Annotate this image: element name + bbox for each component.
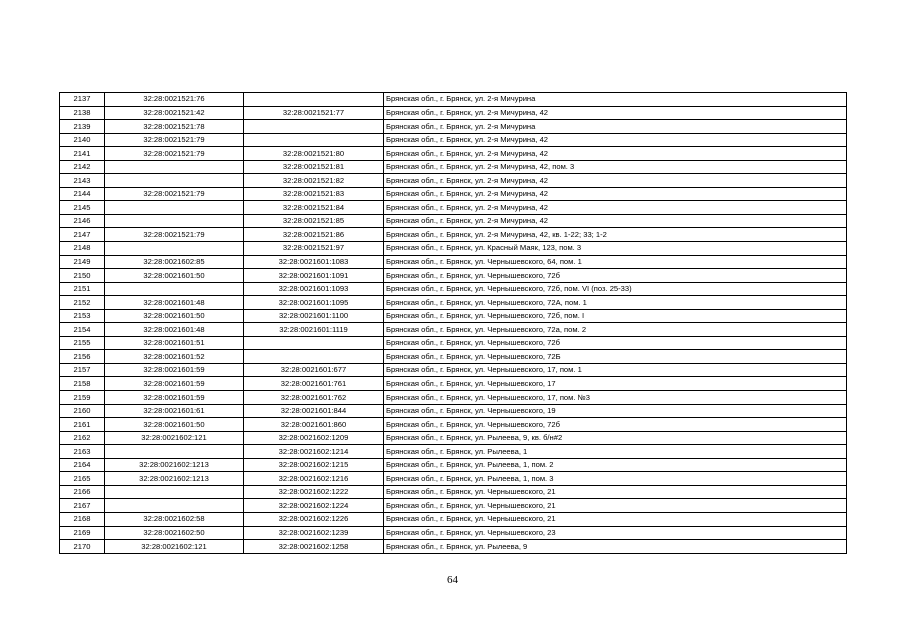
cadastral-number-cell: 32:28:0021521:83 <box>244 187 384 201</box>
address-cell: Брянская обл., г. Брянск, ул. 2-я Мичурина, 42 <box>384 133 847 147</box>
address-cell: Брянская обл., г. Брянск, ул. Чернышевского, 72А, пом. 1 <box>384 296 847 310</box>
cadastral-number-cell: 32:28:0021521:97 <box>244 242 384 256</box>
parent-cadastral-number-cell: 32:28:0021601:48 <box>105 323 244 337</box>
parent-cadastral-number-cell <box>105 242 244 256</box>
address-cell: Брянская обл., г. Брянск, ул. Чернышевского, 21 <box>384 512 847 526</box>
address-cell: Брянская обл., г. Брянск, ул. Чернышевского, 72б <box>384 418 847 432</box>
row-number-cell: 2140 <box>60 133 105 147</box>
table-row <box>60 133 847 147</box>
parent-cadastral-number-cell: 32:28:0021521:79 <box>105 228 244 242</box>
page-number: 64 <box>447 574 458 586</box>
table-row <box>60 445 847 459</box>
row-number-cell: 2166 <box>60 485 105 499</box>
cadastral-number-cell: 32:28:0021601:1093 <box>244 282 384 296</box>
table-row <box>60 391 847 405</box>
table-row <box>60 323 847 337</box>
row-number-cell: 2167 <box>60 499 105 513</box>
parent-cadastral-number-cell: 32:28:0021602:85 <box>105 255 244 269</box>
row-number-cell: 2158 <box>60 377 105 391</box>
table-row <box>60 201 847 215</box>
parent-cadastral-number-cell: 32:28:0021601:51 <box>105 336 244 350</box>
table-body <box>60 93 847 554</box>
table-row <box>60 296 847 310</box>
table-row <box>60 160 847 174</box>
table-row <box>60 255 847 269</box>
parent-cadastral-number-cell: 32:28:0021601:50 <box>105 309 244 323</box>
cadastral-number-cell: 32:28:0021601:1095 <box>244 296 384 310</box>
row-number-cell: 2142 <box>60 160 105 174</box>
row-number-cell: 2144 <box>60 187 105 201</box>
cadastral-number-cell: 32:28:0021521:85 <box>244 214 384 228</box>
cadastral-number-cell: 32:28:0021601:762 <box>244 391 384 405</box>
row-number-cell: 2160 <box>60 404 105 418</box>
table-row <box>60 93 847 107</box>
table-row <box>60 526 847 540</box>
cadastral-number-cell: 32:28:0021521:81 <box>244 160 384 174</box>
parent-cadastral-number-cell: 32:28:0021521:79 <box>105 187 244 201</box>
parent-cadastral-number-cell: 32:28:0021521:76 <box>105 93 244 107</box>
table-row <box>60 214 847 228</box>
table-row <box>60 363 847 377</box>
cadastral-number-cell: 32:28:0021602:1216 <box>244 472 384 486</box>
cadastral-number-cell: 32:28:0021601:1119 <box>244 323 384 337</box>
row-number-cell: 2150 <box>60 269 105 283</box>
address-cell: Брянская обл., г. Брянск, ул. 2-я Мичурина, 42 <box>384 147 847 161</box>
table-row <box>60 187 847 201</box>
parent-cadastral-number-cell: 32:28:0021602:121 <box>105 540 244 554</box>
parent-cadastral-number-cell: 32:28:0021601:50 <box>105 269 244 283</box>
row-number-cell: 2143 <box>60 174 105 188</box>
parent-cadastral-number-cell <box>105 282 244 296</box>
address-cell: Брянская обл., г. Брянск, ул. 2-я Мичурина, 42 <box>384 214 847 228</box>
cadastral-number-cell: 32:28:0021601:761 <box>244 377 384 391</box>
cadastral-number-cell: 32:28:0021602:1239 <box>244 526 384 540</box>
row-number-cell: 2163 <box>60 445 105 459</box>
address-cell: Брянская обл., г. Брянск, ул. Чернышевского, 17 <box>384 377 847 391</box>
table-row <box>60 472 847 486</box>
row-number-cell: 2146 <box>60 214 105 228</box>
cadastral-number-cell <box>244 350 384 364</box>
parent-cadastral-number-cell: 32:28:0021602:121 <box>105 431 244 445</box>
address-cell: Брянская обл., г. Брянск, ул. 2-я Мичурина, 42, кв. 1-22; 33; 1-2 <box>384 228 847 242</box>
table-row <box>60 147 847 161</box>
parent-cadastral-number-cell: 32:28:0021601:52 <box>105 350 244 364</box>
parent-cadastral-number-cell <box>105 201 244 215</box>
table-row <box>60 540 847 554</box>
parent-cadastral-number-cell <box>105 214 244 228</box>
cadastral-number-cell: 32:28:0021601:1091 <box>244 269 384 283</box>
table-row <box>60 431 847 445</box>
table-row <box>60 282 847 296</box>
row-number-cell: 2155 <box>60 336 105 350</box>
row-number-cell: 2154 <box>60 323 105 337</box>
cadastral-number-cell: 32:28:0021601:1100 <box>244 309 384 323</box>
address-cell: Брянская обл., г. Брянск, ул. Чернышевского, 17, пом. №3 <box>384 391 847 405</box>
cadastral-number-cell: 32:28:0021601:860 <box>244 418 384 432</box>
table-row <box>60 499 847 513</box>
table-row <box>60 309 847 323</box>
address-cell: Брянская обл., г. Брянск, ул. Рылеева, 1, пом. 3 <box>384 472 847 486</box>
parent-cadastral-number-cell: 32:28:0021601:61 <box>105 404 244 418</box>
address-cell: Брянская обл., г. Брянск, ул. Рылеева, 1, пом. 2 <box>384 458 847 472</box>
address-cell: Брянская обл., г. Брянск, ул. 2-я Мичурина, 42 <box>384 174 847 188</box>
address-cell: Брянская обл., г. Брянск, ул. Рылеева, 9, кв. б/н#2 <box>384 431 847 445</box>
table-row <box>60 336 847 350</box>
table-row <box>60 512 847 526</box>
address-cell: Брянская обл., г. Брянск, ул. Рылеева, 9 <box>384 540 847 554</box>
table-row <box>60 120 847 134</box>
parent-cadastral-number-cell: 32:28:0021521:79 <box>105 147 244 161</box>
row-number-cell: 2141 <box>60 147 105 161</box>
row-number-cell: 2161 <box>60 418 105 432</box>
address-cell: Брянская обл., г. Брянск, ул. 2-я Мичурина <box>384 93 847 107</box>
address-cell: Брянская обл., г. Брянск, ул. 2-я Мичурина, 42 <box>384 106 847 120</box>
cadastral-number-cell: 32:28:0021601:677 <box>244 363 384 377</box>
row-number-cell: 2145 <box>60 201 105 215</box>
cadastral-number-cell: 32:28:0021601:844 <box>244 404 384 418</box>
cadastral-number-cell: 32:28:0021602:1258 <box>244 540 384 554</box>
row-number-cell: 2168 <box>60 512 105 526</box>
parent-cadastral-number-cell <box>105 485 244 499</box>
table-row <box>60 458 847 472</box>
parent-cadastral-number-cell: 32:28:0021602:1213 <box>105 458 244 472</box>
table-row <box>60 228 847 242</box>
parent-cadastral-number-cell <box>105 174 244 188</box>
row-number-cell: 2137 <box>60 93 105 107</box>
row-number-cell: 2156 <box>60 350 105 364</box>
cadastral-number-cell: 32:28:0021521:80 <box>244 147 384 161</box>
parent-cadastral-number-cell: 32:28:0021601:59 <box>105 377 244 391</box>
row-number-cell: 2153 <box>60 309 105 323</box>
cadastral-number-cell: 32:28:0021602:1226 <box>244 512 384 526</box>
parent-cadastral-number-cell: 32:28:0021601:48 <box>105 296 244 310</box>
row-number-cell: 2147 <box>60 228 105 242</box>
cadastral-number-cell: 32:28:0021521:86 <box>244 228 384 242</box>
table-row <box>60 106 847 120</box>
parent-cadastral-number-cell: 32:28:0021601:59 <box>105 363 244 377</box>
row-number-cell: 2159 <box>60 391 105 405</box>
cadastral-number-cell: 32:28:0021521:82 <box>244 174 384 188</box>
parent-cadastral-number-cell: 32:28:0021521:78 <box>105 120 244 134</box>
table-row <box>60 418 847 432</box>
cadastral-number-cell <box>244 133 384 147</box>
parent-cadastral-number-cell <box>105 160 244 174</box>
address-cell: Брянская обл., г. Брянск, ул. Чернышевского, 72а, пом. 2 <box>384 323 847 337</box>
table-row <box>60 485 847 499</box>
address-cell: Брянская обл., г. Брянск, ул. Рылеева, 1 <box>384 445 847 459</box>
row-number-cell: 2151 <box>60 282 105 296</box>
parent-cadastral-number-cell <box>105 445 244 459</box>
cadastral-registry-table <box>59 92 847 554</box>
address-cell: Брянская обл., г. Брянск, ул. Чернышевского, 23 <box>384 526 847 540</box>
address-cell: Брянская обл., г. Брянск, ул. Красный Маяк, 123, пом. 3 <box>384 242 847 256</box>
cadastral-number-cell: 32:28:0021602:1222 <box>244 485 384 499</box>
address-cell: Брянская обл., г. Брянск, ул. Чернышевского, 64, пом. 1 <box>384 255 847 269</box>
address-cell: Брянская обл., г. Брянск, ул. Чернышевского, 72б, пом. I <box>384 309 847 323</box>
address-cell: Брянская обл., г. Брянск, ул. Чернышевского, 72б <box>384 269 847 283</box>
table-row <box>60 350 847 364</box>
address-cell: Брянская обл., г. Брянск, ул. 2-я Мичурина, 42 <box>384 201 847 215</box>
cadastral-number-cell: 32:28:0021521:77 <box>244 106 384 120</box>
parent-cadastral-number-cell: 32:28:0021521:42 <box>105 106 244 120</box>
cadastral-number-cell: 32:28:0021602:1215 <box>244 458 384 472</box>
table-row <box>60 404 847 418</box>
cadastral-number-cell: 32:28:0021601:1083 <box>244 255 384 269</box>
row-number-cell: 2138 <box>60 106 105 120</box>
table-row <box>60 174 847 188</box>
address-cell: Брянская обл., г. Брянск, ул. Чернышевского, 19 <box>384 404 847 418</box>
row-number-cell: 2170 <box>60 540 105 554</box>
table-row <box>60 242 847 256</box>
row-number-cell: 2169 <box>60 526 105 540</box>
parent-cadastral-number-cell: 32:28:0021601:59 <box>105 391 244 405</box>
parent-cadastral-number-cell <box>105 499 244 513</box>
cadastral-number-cell: 32:28:0021602:1209 <box>244 431 384 445</box>
address-cell: Брянская обл., г. Брянск, ул. Чернышевского, 72б <box>384 336 847 350</box>
row-number-cell: 2165 <box>60 472 105 486</box>
parent-cadastral-number-cell: 32:28:0021602:1213 <box>105 472 244 486</box>
row-number-cell: 2139 <box>60 120 105 134</box>
parent-cadastral-number-cell: 32:28:0021602:58 <box>105 512 244 526</box>
address-cell: Брянская обл., г. Брянск, ул. 2-я Мичурина <box>384 120 847 134</box>
parent-cadastral-number-cell: 32:28:0021521:79 <box>105 133 244 147</box>
row-number-cell: 2164 <box>60 458 105 472</box>
address-cell: Брянская обл., г. Брянск, ул. 2-я Мичурина, 42 <box>384 187 847 201</box>
row-number-cell: 2149 <box>60 255 105 269</box>
address-cell: Брянская обл., г. Брянск, ул. Чернышевского, 72б, пом. VI (поз. 25-33) <box>384 282 847 296</box>
address-cell: Брянская обл., г. Брянск, ул. Чернышевского, 21 <box>384 499 847 513</box>
parent-cadastral-number-cell: 32:28:0021602:50 <box>105 526 244 540</box>
table-row <box>60 269 847 283</box>
cadastral-number-cell: 32:28:0021521:84 <box>244 201 384 215</box>
address-cell: Брянская обл., г. Брянск, ул. Чернышевского, 21 <box>384 485 847 499</box>
row-number-cell: 2162 <box>60 431 105 445</box>
row-number-cell: 2157 <box>60 363 105 377</box>
cadastral-number-cell <box>244 120 384 134</box>
cadastral-number-cell: 32:28:0021602:1224 <box>244 499 384 513</box>
cadastral-number-cell: 32:28:0021602:1214 <box>244 445 384 459</box>
address-cell: Брянская обл., г. Брянск, ул. 2-я Мичурина, 42, пом. 3 <box>384 160 847 174</box>
address-cell: Брянская обл., г. Брянск, ул. Чернышевского, 72Б <box>384 350 847 364</box>
cadastral-number-cell <box>244 336 384 350</box>
table-row <box>60 377 847 391</box>
cadastral-number-cell <box>244 93 384 107</box>
row-number-cell: 2148 <box>60 242 105 256</box>
parent-cadastral-number-cell: 32:28:0021601:50 <box>105 418 244 432</box>
address-cell: Брянская обл., г. Брянск, ул. Чернышевского, 17, пом. 1 <box>384 363 847 377</box>
row-number-cell: 2152 <box>60 296 105 310</box>
